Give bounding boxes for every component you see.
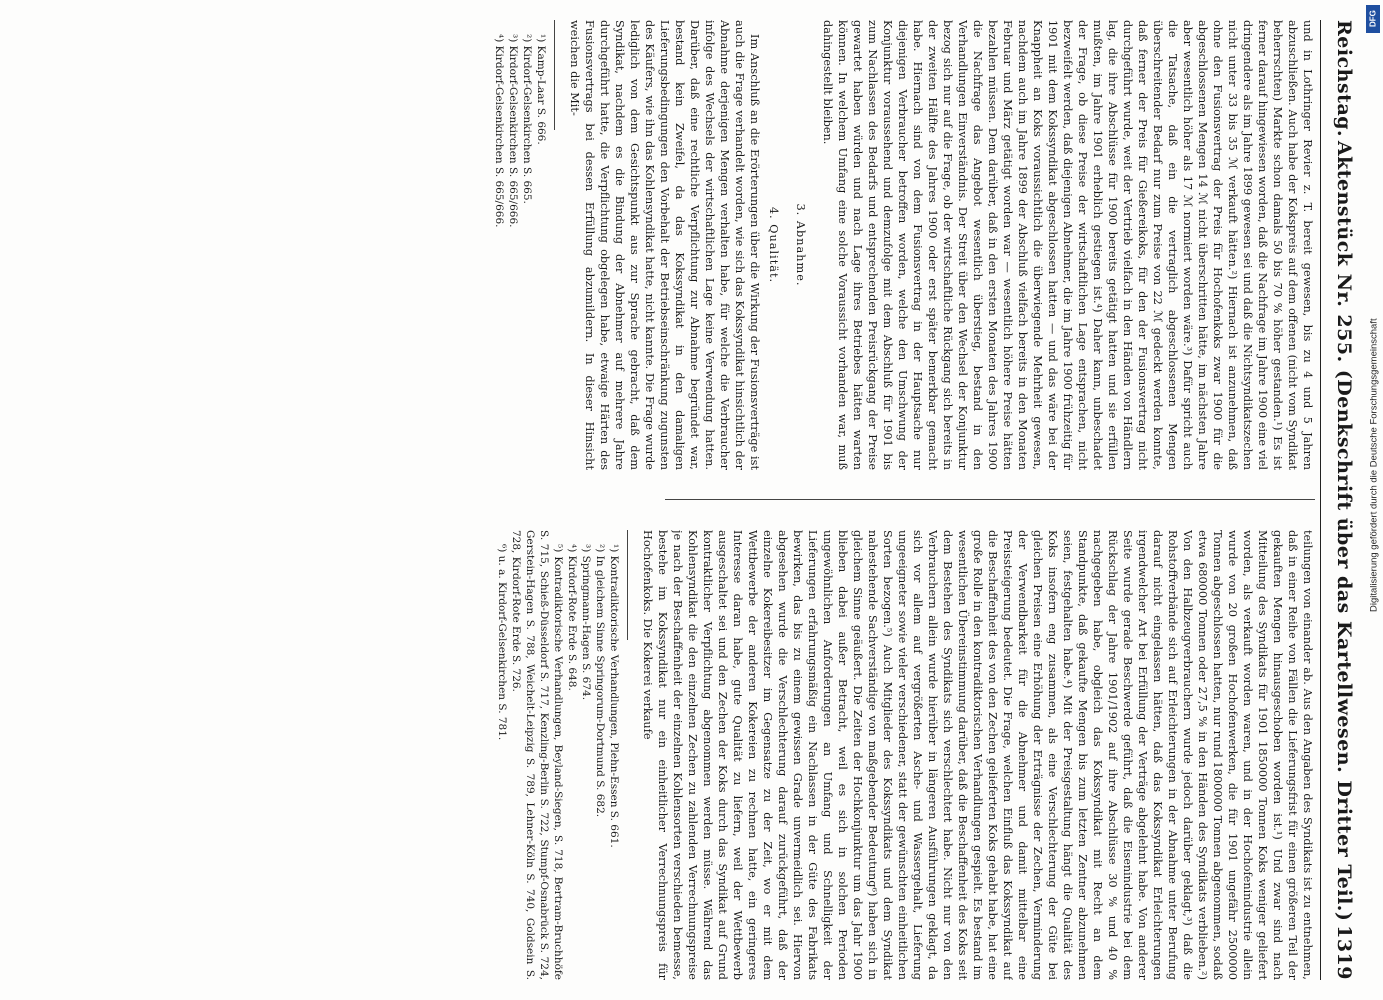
left-footnote-2: ²) Kirdorf-Gelsenkirchen S. 665. [521,34,533,204]
section-title-abnahme: 3. Abnahme. [794,203,807,287]
running-header [1321,20,1355,980]
header-title: Aktenstück Nr. 255. (Denkschrift über das Kartellwesen. Dritter Teil.) [1333,140,1355,922]
left-paragraph-2: Im Anschluß an die Erörterungen über die Wirkung der Fusionsverträge ist auch die Frage verhandelt worden, wie sich das Kokssyndikat hinsichtlich der Abnahme derjenigen Mengen verhalten habe, für welche die Verbraucher infolge des Wechsels der wirtschaftlichen Lage keine Verwendung hatten. Darüber, daß eine rechtliche Verpflichtung zur Abnahme begründet war, bestand kein Zweifel, da das Kokssyndikat in den damaligen Lieferungsbedingungen den Vorbehalt der Betriebseinschränkung zugunsten des Käufers, wie ihn das Kohlensyndikat hatte, nicht kannte. Die Frage wurde lediglich von dem Gesichtspunkt aus zur Sprache gebracht, daß dem Syndikat, nachdem es die Bindung der Abnehmer auf mehrere Jahre durchgeführt hatte, die Verpflichtung obgelegen habe, etwaige Härten des Fusionsvertrags bei dessen Erfüllung abzumildern. In dieser Hinsicht weichen die Mit- [568,20,761,470]
header-rule [1320,20,1321,980]
section-title-qualitaet: 4. Qualität. [767,206,780,284]
right-footnote-5: ⁵) Kontradiktorische Verhandlungen, Beyland-Siegen, S. 718, Bertram-Bruchhöfe S. 715, Schieß-Düsseldorf S. 717, Kenzling-Berlin S. 722, Stumpf-Osnabrück S. 724, Gerstein-Hagen S. 788, Weichelt-Leipzig S. 789, Lehner-Köln S. 740, Goldsein S. 728, Kirdorf-Rote Erde S. 726. [510,530,564,980]
rotated-document-page [65,20,1355,980]
left-column [75,20,1315,470]
right-footnote-6: ⁶) u. a. Kirdorf-Gelsenkirchen S. 781. [496,544,508,741]
page-number: 1319 [1333,925,1355,980]
header-left: Reichstag. [1333,20,1355,138]
right-footnote-3: ³) Springmann-Hagen S. 674. [580,544,592,701]
right-paragraph-1: teilungen von einander ab. Aus den Angaben des Syndikats ist zu entnehmen, daß in einer Reihe von Fällen die Lieferungsfrist für einen größeren Teil der gekauften Mengen hinausgeschoben worden ist.¹) Und zwar sind nach Mitteilung des Syndikats für 1901 1850000 Tonnen Koks weniger geliefert worden, als verkauft worden waren, und in der Hochofenindustrie allein wurde von 20 großen Hochofenwerken, die für 1901 ungefähr 2500000 Tonnen abgeschlossen hatten, nur rund 1800000 Tonnen abgenommen, sodaß etwa 680000 Tonnen oder 27,5 % in den Händen des Syndikats verblieben.²) Von den Halbzeugverbrauchern wurde jedoch darüber geklagt,³) daß die Rohstoffverbände sich auf Erleichterungen in der Abnahme unter Berufung darauf nicht eingelassen hätten, daß das Kokssyndikat Erleichterungen irgendwelcher Art bei Erfüllung der Verträge abgelehnt habe. Von anderer Seite wurde gerade Beschwerde geführt, daß die Eisenindustrie bei dem Rückschlag der Jahre 1901/1902 auf ihre Abschlüsse 30 % und 40 % nachgegeben habe, obgleich das Kokssyndikat mit Recht an dem Standpunkte, daß gekaufte Mengen bis zum letzten Zentner abzunehmen seien, festgehalten habe.⁴) Mit der Preisgestaltung hängt die Qualität des Koks insofern eng zusammen, als eine Verschlechterung der Güte bei gleichen Preisen eine Erhöhung der Erträgnisse der Zechen, Verminderung der Verwendbarkeit für die Abnehmer und damit mittelbar eine Preissteigerung bedeutet. Die Frage, welchen Einfluß das Kokssyndikat auf die Beschaffenheit des von den Zechen gelieferten Koks gehabt habe, hat eine große Rolle in den kontradiktorischen Verhandlungen gespielt. Es bestand im wesentlichen Übereinstimmung darüber, daß die Beschaffenheit des Koks seit dem Bestehen des Syndikats sich verschlechtert habe. Nicht nur von den Verbrauchern allein wurde hierüber in längeren Ausführungen geklagt, da sich vor allem auf vergrößerten Asche- und Wassergehalt, Lieferung ungeeigneter sowie vieler verschiedener, statt der gewünschten einheitlichen Sorten bezogen.⁵) Auch Mitglieder des Kokssyndikats und dem Syndikat nahestehende Sachverständige von maßgebender Bedeutung⁶) haben sich in gleichem Sinne geäußert. Die Zeiten der Hochkonjunktur um das Jahr 1900 blieben dabei außer Betracht, weil es sich in solchen Perioden ungewöhnlichen Anforderungen an Umfang und Schnelligkeit der Lieferungen erfahrungsmäßig ein Nachlassen in der Güte des Fabrikats bewirken, das bis zu einem gewissen Grade unvermeidlich sei. Hiervon abgesehen wurde die Verschlechterung darauf zurückgeführt, daß der einzelne Kokereibesitzer im Gegensatze zu der Zeit, wo er mit dem Wettbewerbe der anderen Kokereien zu rechnen hatte, ein geringeres Interesse daran habe, gute Qualität zu liefern, weil der Wettbewerb ausgeschaltet sei und den Zechen der Koks durch das Syndikat auf Grund kontraktlicher Verpflichtung abgenommen werden müsse. Während das Kohlensyndikat die den einzelnen Zechen zu zahlenden Verrechnungspreise je nach der Beschaffenheit der einzelnen Kohlensorten verschieden bemesse, bestehe im Kokssyndikat nur ein einheitlicher Verrechnungspreis für Hochofenkoks. Die Kokerei verkaufe [641,530,1314,980]
right-footnote-2: ²) In gleichem Sinne Springorum-Dortmund S. 682. [594,544,606,818]
digitization-note: Digitalisierung gefördert durch die Deutsche Forschungsgemeinschaft [1368,318,1380,612]
left-paragraph-1: und in Lothringer Revier z. T. bereit gewesen, bis zu 4 und 5 Jahren abzuschließen. Auch habe der Kokspreis auf dem offenen (nicht vom Syndikat beherrschten) Markte schon damals 50 bis 70 % höher gestanden.¹) Es ist ferner darauf hingewiesen worden, daß die Nachfrage im Jahre 1900 eine viel dringendere als im Jahre 1899 gewesen sei und daß die Nichtsyndikatszechen nicht unter 33 bis 35 ℳ verkauft hätten.²) Hiernach ist anzunehmen, daß ohne den Fusionsvertrag der Preis für Hochofenkoks zwar 1900 für die abgeschlossenen Mengen 14 ℳ nicht überschritten hätte, im nächsten Jahre aber wesentlich höher als 17 ℳ normiert worden wäre.³) Dafür spricht auch die Tatsache, daß ein die vertraglich abgeschlossenen Mengen überschreitender Bedarf nur zum Preise von 22 ℳ gedeckt werden konnte, daß ferner der Preis für Gießereikoks, für den der Fusionsvertrag nicht durchgeführt wurde, weit der Vertrieb vielfach in den Händen von Händlern lag, die ihre Abschlüsse für 1900 bereits getätigt hatten und sie erfüllen mußten, im Jahre 1901 erheblich gestiegen ist.⁴) Daher kann, unbeschadet der Frage, ob diese Preise der wirtschaftlichen Lage entsprachen, nicht bezweifelt werden, daß diejenigen Abnehmer, die im Jahre 1900 frühzeitig für 1901 mit dem Kokssyndikat abgeschlossen hatten — und das wäre bei der Knappheit an Koks voraussichtlich die überwiegende Mehrheit gewesen, nachdem auch im Jahre 1899 der Abschluß vielfach bereits in den Monaten Februar und März getätigt worden war — wesentlich höhere Preise hätten bezahlen müssen. Dem darüber, daß in den ersten Monaten des Jahres 1900 die Nachfrage das Angebot wesentlich überstieg, bestand in den Verhandlungen Einverständnis. Der Streit über den Wechsel der Konjunktur bezog sich nur auf die Frage, ob der wirtschaftliche Rückgang sich bereits in der zweiten Hälfte des Jahres 1900 oder erst später bemerkbar gemacht habe. Hiernach sind von dem Fusionsvertrag in der Hauptsache nur diejenigen Verbraucher betroffen worden, welche den Umschwung der Konjunktur voraussehend und demzufolge mit dem Abschluß für 1901 bis zum Nachlassen des Bedarfs und entsprechenden Preisrückgang der Preise gewartet haben würden und nach Lage ihres Betriebes hätten warten können. In welchem Umfang eine solche Voraussicht vorhanden war, muß dahingestellt bleiben. [821,20,1314,470]
right-footnote-1: ¹) Kontradiktorische Verhandlungen, Plehn-Essen S. 661. [608,544,620,848]
left-footnote-1: ¹) Kamp-Laar S. 666. [535,34,547,145]
column-divider [665,499,1315,500]
left-footnote-4: ⁴) Kirdorf-Gelsenkirchen S. 665/666. [493,34,505,228]
left-footnote-3: ³) Kirdorf-Gelsenkirchen S. 665/666. [507,34,519,228]
right-footnote-4: ⁴) Kirdorf-Rote Erde S. 648. [566,544,578,691]
footnote-rule [554,20,555,130]
right-column [75,530,1315,980]
dfg-logo: DFG [1366,5,1380,33]
footnote-rule [627,530,628,640]
